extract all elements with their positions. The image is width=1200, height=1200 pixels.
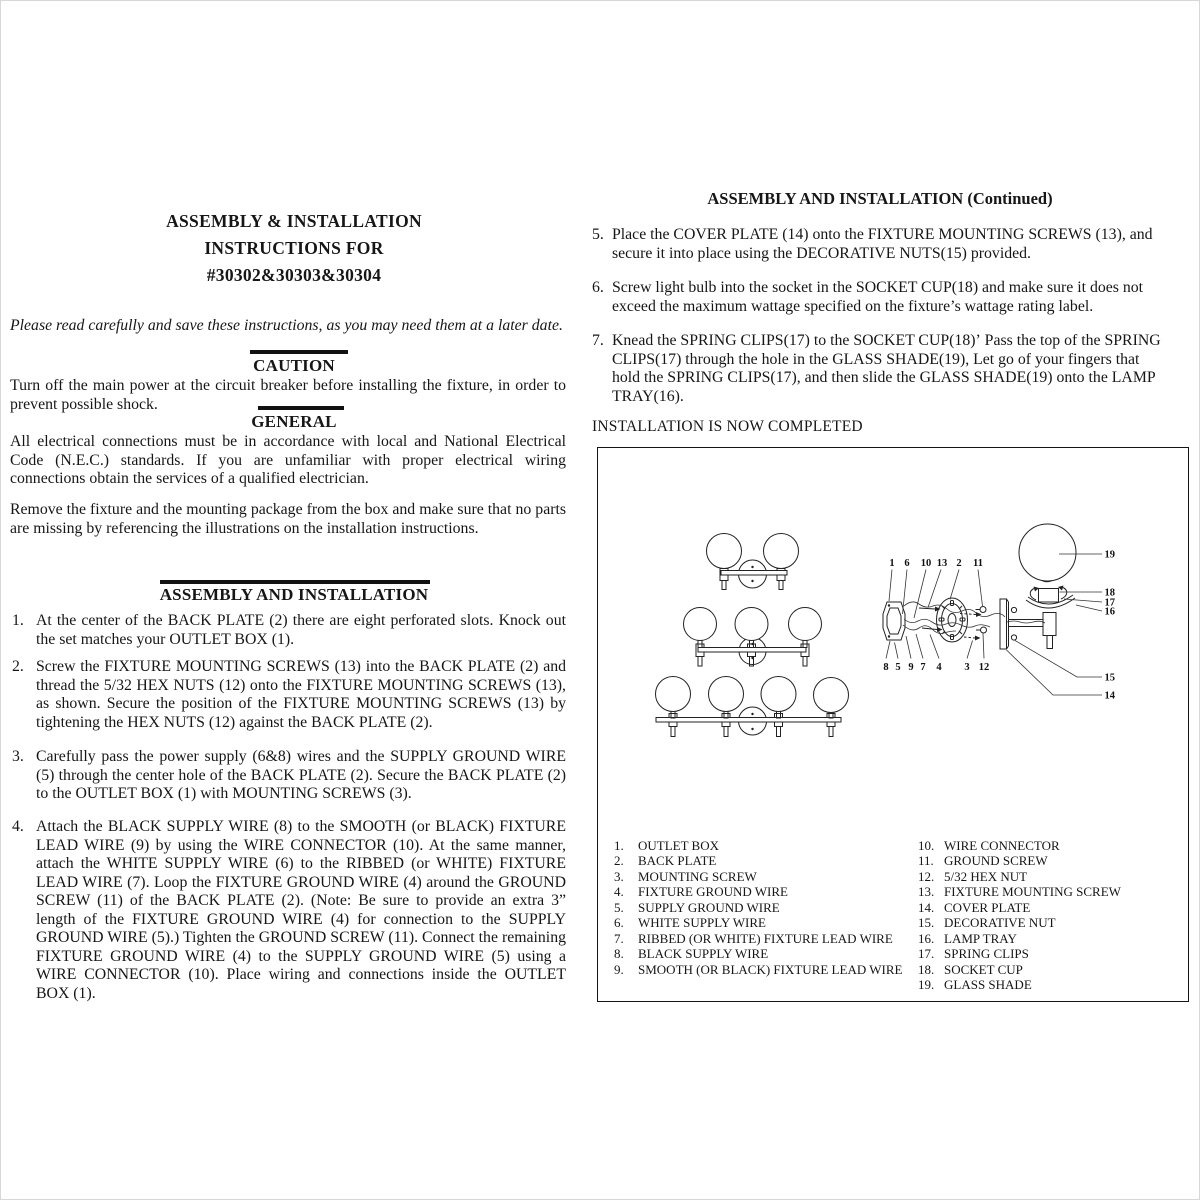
- step-5-text: Place the COVER PLATE (14) onto the FIXTURE MOUNTING SCREWS (13), and secure it into place using the DECORATIVE NUTS(15) provided.: [612, 226, 1153, 262]
- step-5: [590, 226, 1165, 263]
- back-plate-drawing: [937, 598, 968, 642]
- part-item-18: [918, 962, 1182, 977]
- step-1-text: At the center of the BACK PLATE (2) there are eight perforated slots. Knock out the set matches your OUTLET BOX (1).: [36, 612, 566, 648]
- part-item-5: [614, 900, 904, 915]
- document-title: [10, 208, 578, 289]
- caution-rule: [250, 350, 348, 354]
- part-item-9: [614, 962, 904, 977]
- part-item-19: [918, 977, 1182, 992]
- part-9-num: 9.: [614, 961, 624, 977]
- part-7-label: RIBBED (OR WHITE) FIXTURE LEAD WIRE: [638, 930, 893, 946]
- callout-16: 16: [1104, 606, 1115, 618]
- part-13-num: 13.: [918, 884, 935, 900]
- step-7-text: Knead the SPRING CLIPS(17) to the SOCKET CUP(18)ʼ Pass the top of the SPRING CLIPS(17) through the hole in the GLASS SHADE(19), Let go of your fingers that hold the SPRING CLIPS(17), and then slide the GLASS SHADE(19) onto the LAMP TRAY(16).: [612, 332, 1161, 405]
- part-17-num: 17.: [918, 946, 935, 962]
- arm-drawing: [1009, 613, 1056, 649]
- glass-shade-drawing: [1019, 524, 1076, 582]
- part-8-label: BLACK SUPPLY WIRE: [638, 946, 769, 962]
- wires-drawing: [903, 602, 1045, 634]
- continued-heading: ASSEMBLY AND INSTALLATION (Continued): [707, 189, 1053, 208]
- part-16-label: LAMP TRAY: [944, 930, 1017, 946]
- step-4-text: Attach the BLACK SUPPLY WIRE (8) to the SMOOTH (or BLACK) FIXTURE LEAD WIRE (9) by using the WIRE CONNECTOR (10). At the same manner, attach the WHITE SUPPLY WIRE (6) to the RIBBED (or WHITE) FIXTURE LEAD WIRE (7). Loop the FIXTURE GROUND WIRE (4) around the GROUND SCREW (11) of the BACK PLATE (2). (Note: Be sure to provide an extra 3” length of the FIXTURE GROUND WIRE (4) for connection to the SUPPLY GROUND WIRE (5).) Tighten the GROUND SCREW (11). Connect the remaining FIXTURE GROUND WIRE (4) to the SUPPLY GROUND WIRE (5) using a WIRE CONNECTOR (10). Place wiring and connections inside the OUTLET BOX (1).: [36, 818, 566, 1002]
- part-11-num: 11.: [918, 853, 934, 869]
- part-3-label: MOUNTING SCREW: [638, 868, 757, 884]
- step-7-number: 7.: [592, 332, 604, 349]
- part-2-num: 2.: [614, 853, 624, 869]
- part-item-6: [614, 915, 904, 930]
- step-3-text: Carefully pass the power supply (6&8) wires and the SUPPLY GROUND WIRE (5) through the center hole of the BACK PLATE (2). Secure the BACK PLATE (2) to the OUTLET BOX (1) with MOUNTING SCREWS (3).: [36, 748, 566, 802]
- part-15-num: 15.: [918, 915, 935, 931]
- step-7: [590, 332, 1165, 406]
- part-item-15: [918, 915, 1182, 930]
- part-6-label: WHITE SUPPLY WIRE: [638, 915, 766, 931]
- callout-15: 15: [1104, 672, 1115, 684]
- hex-nut-drawing: [976, 627, 987, 633]
- part-1-num: 1.: [614, 838, 624, 853]
- title-line-3: #30302&30303&30304: [206, 265, 382, 285]
- part-4-label: FIXTURE GROUND WIRE: [638, 884, 788, 900]
- callout-4: 4: [936, 662, 942, 673]
- part-2-label: BACK PLATE: [638, 853, 717, 869]
- outlet-box-drawing: [883, 602, 905, 640]
- four-light-fixture-drawing: [656, 677, 849, 737]
- title-line-1: ASSEMBLY & INSTALLATION: [166, 211, 422, 231]
- step-3: [10, 748, 566, 804]
- part-item-13: [918, 884, 1182, 899]
- part-5-label: SUPPLY GROUND WIRE: [638, 899, 780, 915]
- callout-13: 13: [936, 558, 948, 569]
- two-light-fixture-drawing: [707, 534, 799, 590]
- part-16-num: 16.: [918, 930, 935, 946]
- part-14-num: 14.: [918, 899, 935, 915]
- part-item-7: [614, 931, 904, 946]
- part-12-num: 12.: [918, 868, 935, 884]
- part-10-num: 10.: [918, 838, 935, 853]
- part-8-num: 8.: [614, 946, 624, 962]
- part-5-num: 5.: [614, 899, 624, 915]
- callout-2: 2: [956, 558, 962, 569]
- step-1-number: 1.: [12, 612, 24, 629]
- assembly-heading: ASSEMBLY AND INSTALLATION: [159, 585, 429, 604]
- part-item-11: [918, 853, 1182, 868]
- part-item-12: [918, 869, 1182, 884]
- step-5-number: 5.: [592, 226, 604, 243]
- callout-18: 18: [1104, 587, 1115, 599]
- parts-list-left: [614, 838, 904, 977]
- general-body-1: All electrical connections must be in accordance with local and National Electrical Code (N.E.C.) standards. If you are unfamiliar with proper electrical wiring connections obtain the services of a qualified electrician.: [10, 433, 566, 487]
- part-18-label: SOCKET CUP: [944, 961, 1023, 977]
- part-7-num: 7.: [614, 930, 624, 946]
- general-rule: [258, 406, 344, 410]
- step-4-number: 4.: [12, 818, 24, 835]
- part-item-1: [614, 838, 904, 853]
- callout-12: 12: [978, 662, 990, 673]
- step-3-number: 3.: [12, 748, 24, 765]
- callout-leader-lines: [886, 554, 1102, 695]
- left-column: [10, 0, 578, 1200]
- callout-5: 5: [895, 662, 901, 673]
- general-heading: GENERAL: [251, 412, 337, 431]
- step-6-number: 6.: [592, 279, 604, 296]
- part-9-label: SMOOTH (OR BLACK) FIXTURE LEAD WIRE: [638, 961, 903, 977]
- part-item-16: [918, 931, 1182, 946]
- assembly-rule: [160, 580, 430, 584]
- callout-8: 8: [883, 662, 889, 673]
- cover-plate-drawing: [1000, 599, 1017, 649]
- step-6: [590, 279, 1165, 316]
- callout-10: 10: [920, 558, 932, 569]
- part-18-num: 18.: [918, 961, 935, 977]
- part-item-4: [614, 884, 904, 899]
- step-2: [10, 658, 566, 732]
- part-19-num: 19.: [918, 977, 935, 993]
- part-item-14: [918, 900, 1182, 915]
- callout-11: 11: [973, 558, 983, 569]
- callout-19: 19: [1104, 549, 1115, 561]
- three-light-fixture-drawing: [684, 608, 822, 667]
- part-14-label: COVER PLATE: [944, 899, 1031, 915]
- part-item-17: [918, 946, 1182, 961]
- callout-7: 7: [920, 662, 926, 673]
- general-body-2: Remove the fixture and the mounting package from the box and make sure that no parts are missing by referencing the illustrations on the installation instructions.: [10, 501, 566, 537]
- intro-note: Please read carefully and save these instructions, as you may need them at a later date.: [10, 317, 563, 334]
- part-12-label: 5/32 HEX NUT: [944, 868, 1028, 884]
- callout-3: 3: [964, 662, 970, 673]
- part-10-label: WIRE CONNECTOR: [944, 838, 1060, 853]
- part-4-num: 4.: [614, 884, 624, 900]
- caution-body: Turn off the main power at the circuit breaker before installing the fixture, in order to prevent possible shock.: [10, 377, 566, 413]
- part-11-label: GROUND SCREW: [944, 853, 1048, 869]
- part-17-label: SPRING CLIPS: [944, 946, 1029, 962]
- ground-screw-drawing: [976, 607, 987, 613]
- socket-cup-drawing: [1039, 589, 1059, 603]
- part-15-label: DECORATIVE NUT: [944, 915, 1056, 931]
- step-6-text: Screw light bulb into the socket in the SOCKET CUP(18) and make sure it does not exceed the maximum wattage specified on the fixture’s wattage rating label.: [612, 279, 1144, 315]
- callout-9: 9: [908, 662, 914, 673]
- part-item-8: [614, 946, 904, 961]
- spring-clips-drawing: [1030, 586, 1067, 601]
- callout-1: 1: [889, 558, 895, 569]
- title-line-2: INSTRUCTIONS FOR: [204, 238, 384, 258]
- step-2-text: Screw the FIXTURE MOUNTING SCREWS (13) into the BACK PLATE (2) and thread the 5/32 HEX NUTS (12) onto the FIXTURE MOUNTING SCREWS (13), as shown. Secure the position of the FIXTURE MOUNTING SCREWS (13) by tightening the HEX NUTS (12) against the BACK PLATE (2).: [36, 658, 566, 731]
- callout-14: 14: [1104, 690, 1115, 702]
- callout-17: 17: [1104, 597, 1115, 609]
- step-1: [10, 612, 566, 649]
- part-13-label: FIXTURE MOUNTING SCREW: [944, 884, 1121, 900]
- part-item-2: [614, 853, 904, 868]
- part-1-label: OUTLET BOX: [638, 838, 720, 853]
- part-3-num: 3.: [614, 868, 624, 884]
- diagram-box: [597, 447, 1189, 1002]
- step-4: [10, 818, 566, 1003]
- part-19-label: GLASS SHADE: [944, 977, 1032, 993]
- part-item-10: [918, 838, 1182, 853]
- part-item-3: [614, 869, 904, 884]
- step-2-number: 2.: [12, 658, 24, 675]
- completed-line: INSTALLATION IS NOW COMPLETED: [592, 418, 863, 435]
- part-6-num: 6.: [614, 915, 624, 931]
- parts-list-right: [918, 838, 1182, 993]
- caution-heading: CAUTION: [253, 356, 335, 375]
- callout-6: 6: [904, 558, 910, 569]
